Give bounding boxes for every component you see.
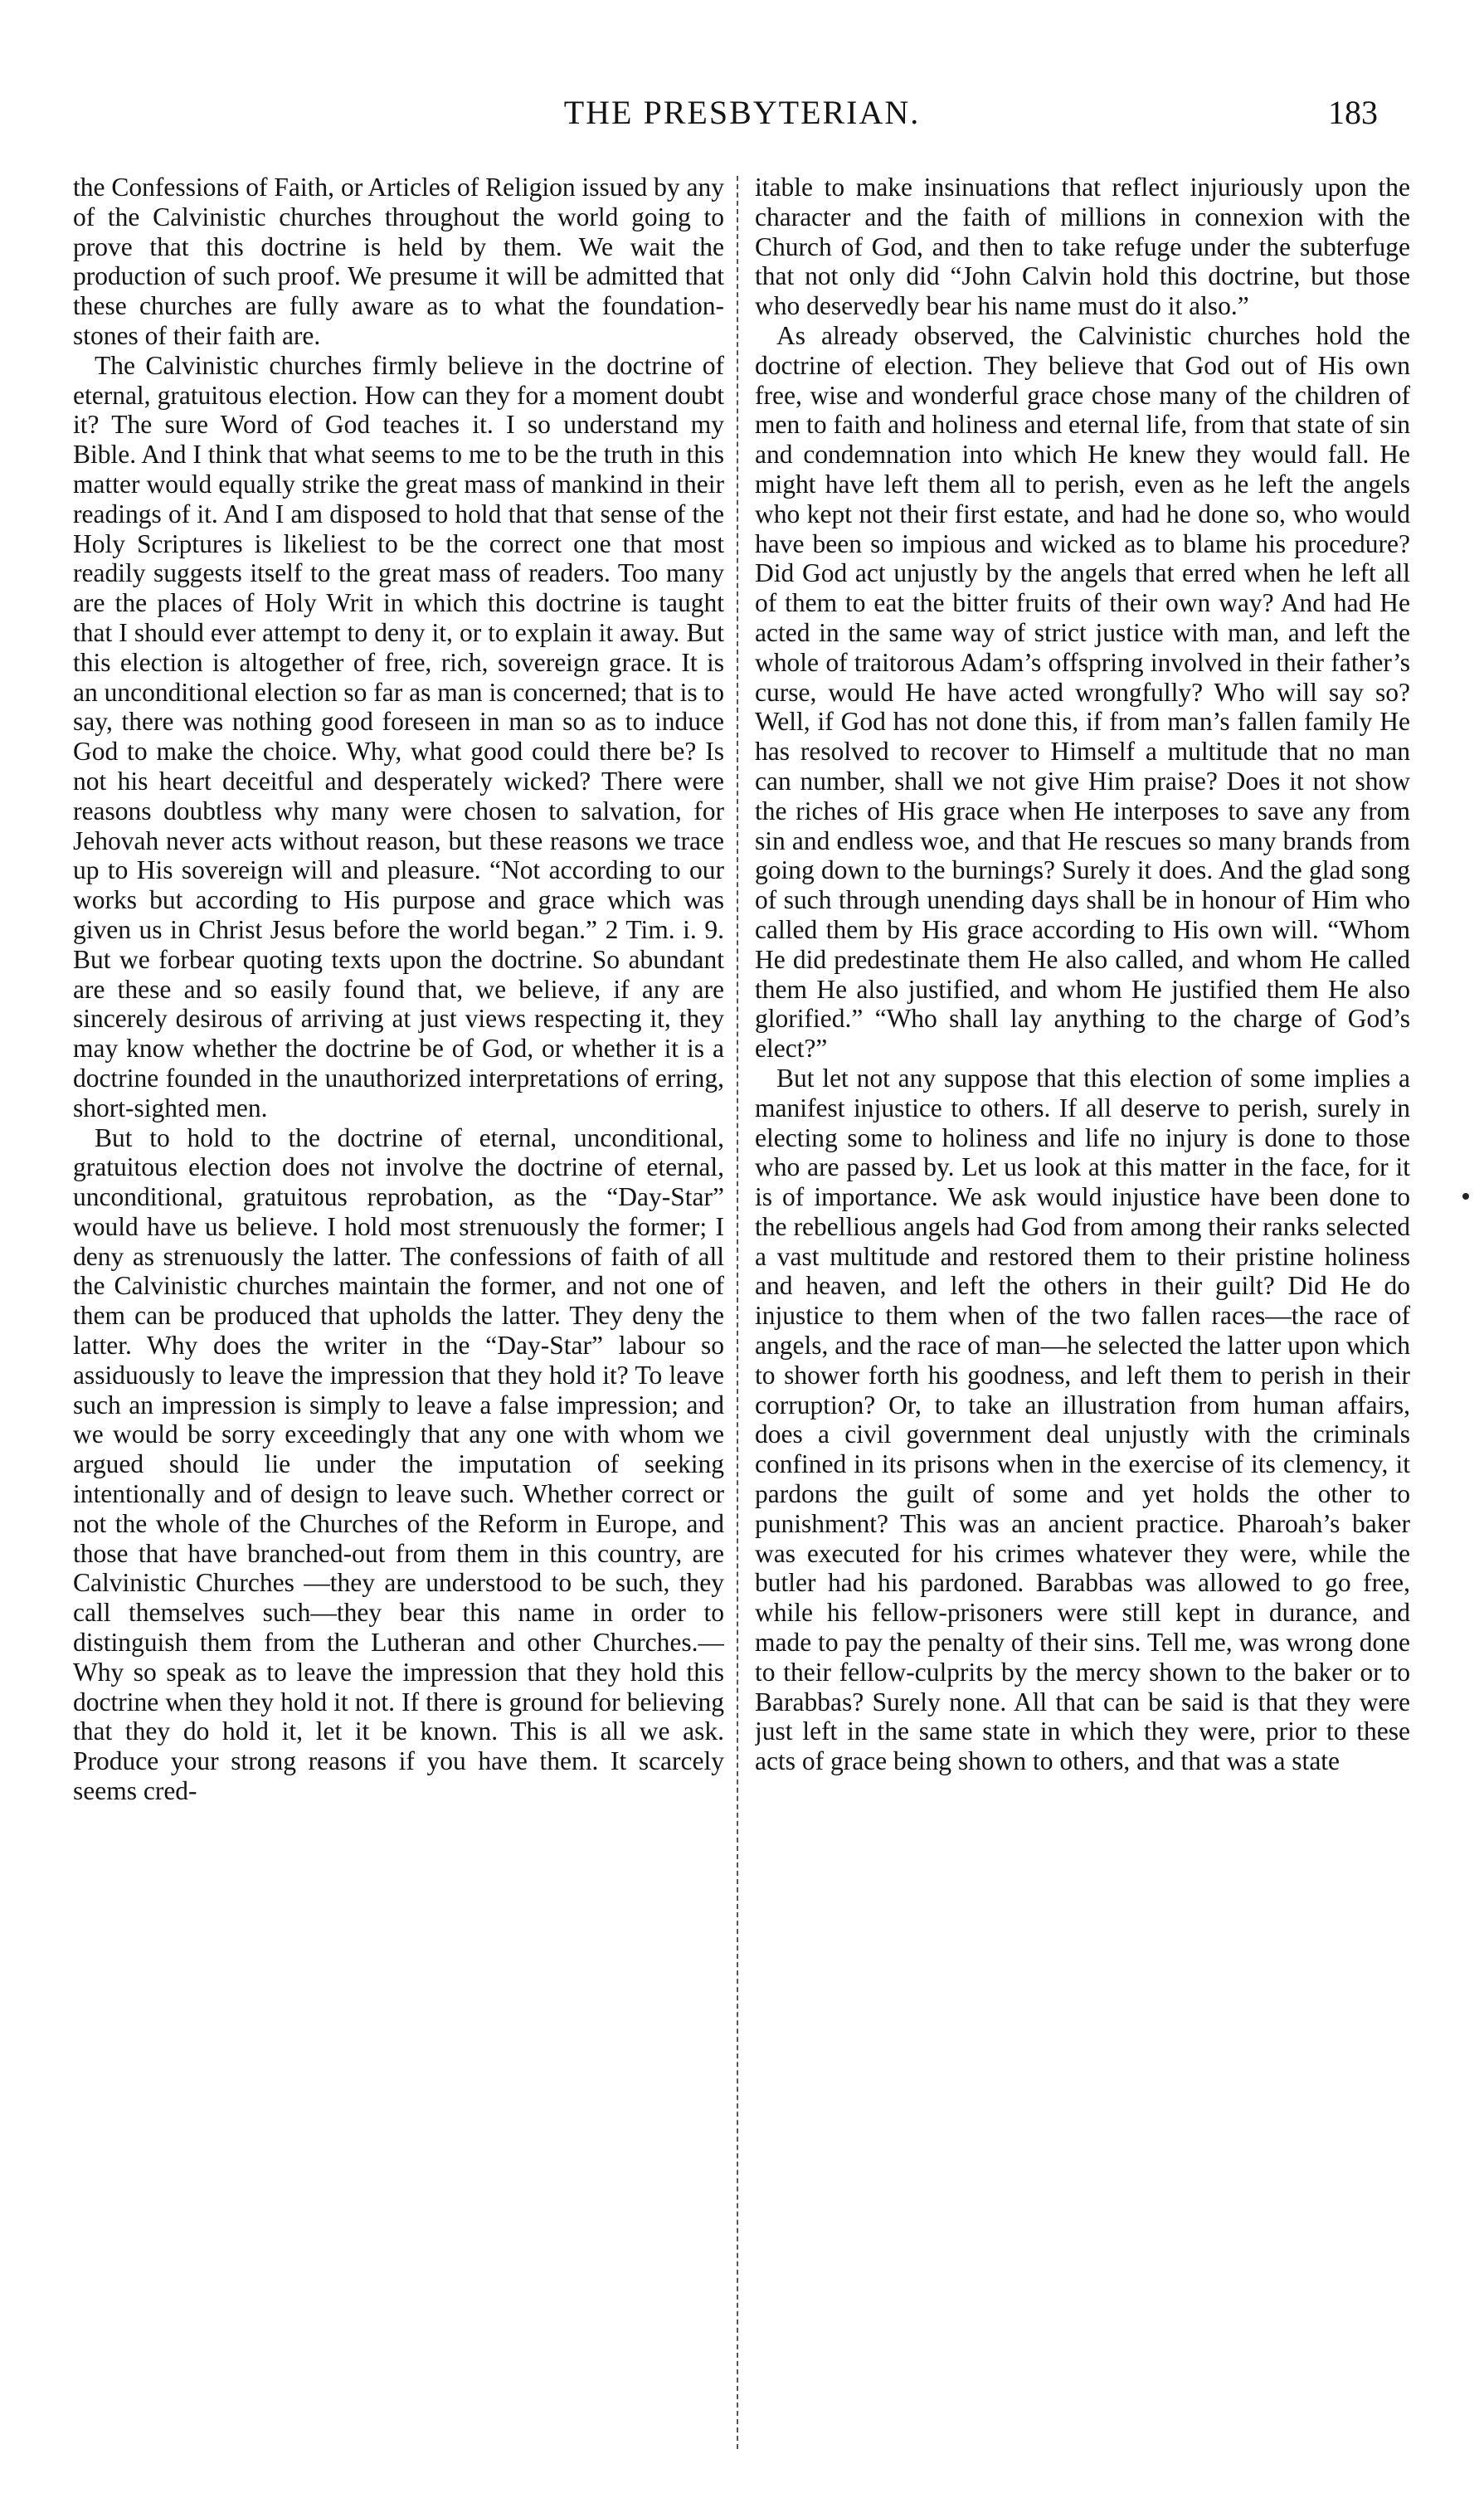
running-title: THE PRESBYTERIAN. [563,94,921,131]
paragraph: But to hold to the doctrine of eternal, unconditional, gratuitous election does not involve the doctrine of eternal, unconditional, gratuitous reprobation, as the “Day-Star” would have us believe. I hold most strenuously the former; I deny as strenuously the latter. The confessions of faith of all the Calvinistic churches maintain the former, and not one of them can be produced that upholds the latter. They deny the latter. Why does the writer in the “Day-Star” labour so assiduously to leave the impression that they hold it? To leave such an impression is simply to leave a false impression; and we would be sorry exceedingly that any one with whom we argued should lie under the imputation of seeking intentionally and of design to leave such. Whether correct or not the whole of the Churches of the Reform in Europe, and those that have branched-out from them in this country, are Calvinistic Churches —they are understood to be such, they call themselves such—they bear this name in order to distinguish them from the Lutheran and other Churches.—Why so speak as to leave the impression that they hold this doctrine when they hold it not. If there is ground for believing that they do hold it, let it be known. This is all we ask. Produce your strong reasons if you have them. It scarcely seems cred- [73,1122,724,1806]
running-header [0,90,1484,136]
paragraph: itable to make insinuations that reflect injuriously upon the character and the faith of millions in connexion with the Church of God, and then to take refuge under the subterfuge that not only did “John Calvin hold this doctrine, but those who deservedly bear his name must do it also.” [755,173,1410,321]
column-divider [737,176,738,2449]
paragraph: the Confessions of Faith, or Articles of Religion issued by any of the Calvinistic churches throughout the world going to prove that this doctrine is held by them. We wait the production of such proof. We presume it will be admitted that these churches are fully aware as to what the foundation-stones of their faith are. [73,173,724,350]
paragraph: The Calvinistic churches firmly believe in the doctrine of eternal, gratuitous election. How can they for a moment doubt it? The sure Word of God teaches it. I so understand my Bible. And I think that what seems to me to be the truth in this matter would equally strike the great mass of mankind in their readings of it. And I am disposed to hold that that sense of the Holy Scriptures is likeliest to be the correct one that most readily suggests itself to the great mass of readers. Too many are the places of Holy Writ in which this doctrine is taught that I should ever attempt to deny it, or to explain it away. But this election is altogether of free, rich, sovereign grace. It is an unconditional election so far as man is concerned; that is to say, there was nothing good foreseen in man so as to induce God to make the choice. Why, what good could there be? Is not his heart deceitful and desperately wicked? There were reasons doubtless why many were chosen to salvation, for Jehovah never acts without reason, but these reasons we trace up to His sovereign will and pleasure. “Not according to our works but according to His purpose and grace which was given us in Christ Jesus before the world began.” 2 Tim. i. 9. But we forbear quoting texts upon the doctrine. So abundant are these and so easily found that, we believe, if any are sincerely desirous of arriving at just views respecting it, they may know whether the doctrine be of God, or whether it is a doctrine founded in the unauthorized interpretations of erring, short-sighted men. [73,350,724,1122]
left-column [73,173,724,2462]
page-number: 183 [1328,94,1378,131]
paragraph: As already observed, the Calvinistic churches hold the doctrine of election. They believe that God out of His own free, wise and wonderful grace chose many of the children of men to faith and holiness and eternal life, from that state of sin and condemnation into which He knew they would fall. He might have left them all to perish, even as he left the angels who kept not their first estate, and had he done so, who would have been so impious and wicked as to blame his procedure? Did God act unjustly by the angels that erred when he left all of them to eat the bitter fruits of their own way? And had He acted in the same way of strict justice with man, and left the whole of traitorous Adam’s offspring involved in their father’s curse, would He have acted wrongfully? Who will say so? Well, if God has not done this, if from man’s fallen family He has resolved to recover to Himself a multitude that no man can number, shall we not give Him praise? Does it not show the riches of His grace when He interposes to save any from sin and endless woe, and that He rescues so many brands from going down to the burnings? Surely it does. And the glad song of such through unending days shall be in honour of Him who called them by His grace according to His own will. “Whom He did predestinate them He also called, and whom He called them He also justified, and whom He justified them He also glorified.” “Who shall lay anything to the charge of God’s elect?” [755,320,1410,1064]
paragraph: But let not any suppose that this election of some implies a manifest injustice to others. If all deserve to perish, surely in electing some to holiness and life no injury is done to those who are passed by. Let us look at this matter in the face, for it is of importance. We ask would injustice have been done to the rebellious angels had God from among their ranks selected a vast multitude and restored them to their pristine holiness and heaven, and left the others in their guilt? Did He do injustice to them when of the two fallen races—the race of angels, and the race of man—he selected the latter upon which to shower forth his goodness, and left them to perish in their corruption? Or, to take an illustration from human affairs, does a civil government deal unjustly with the criminals confined in its prisons when in the exercise of its clemency, it pardons the guilt of some and yet holds the other to punishment? This was an ancient practice. Pharoah’s baker was executed for his crimes whatever they were, while the butler had his pardoned. Barabbas was allowed to go free, while his fellow-prisoners were still kept in durance, and made to pay the penalty of their sins. Tell me, was wrong done to their fellow-culprits by the mercy shown to the baker or to Barabbas? Surely none. All that can be said is that they were just left in the same state in which they were, prior to these acts of grace being shown to others, and that was a state [755,1063,1410,1776]
margin-speck [1462,1193,1469,1200]
right-column [755,173,1410,2462]
